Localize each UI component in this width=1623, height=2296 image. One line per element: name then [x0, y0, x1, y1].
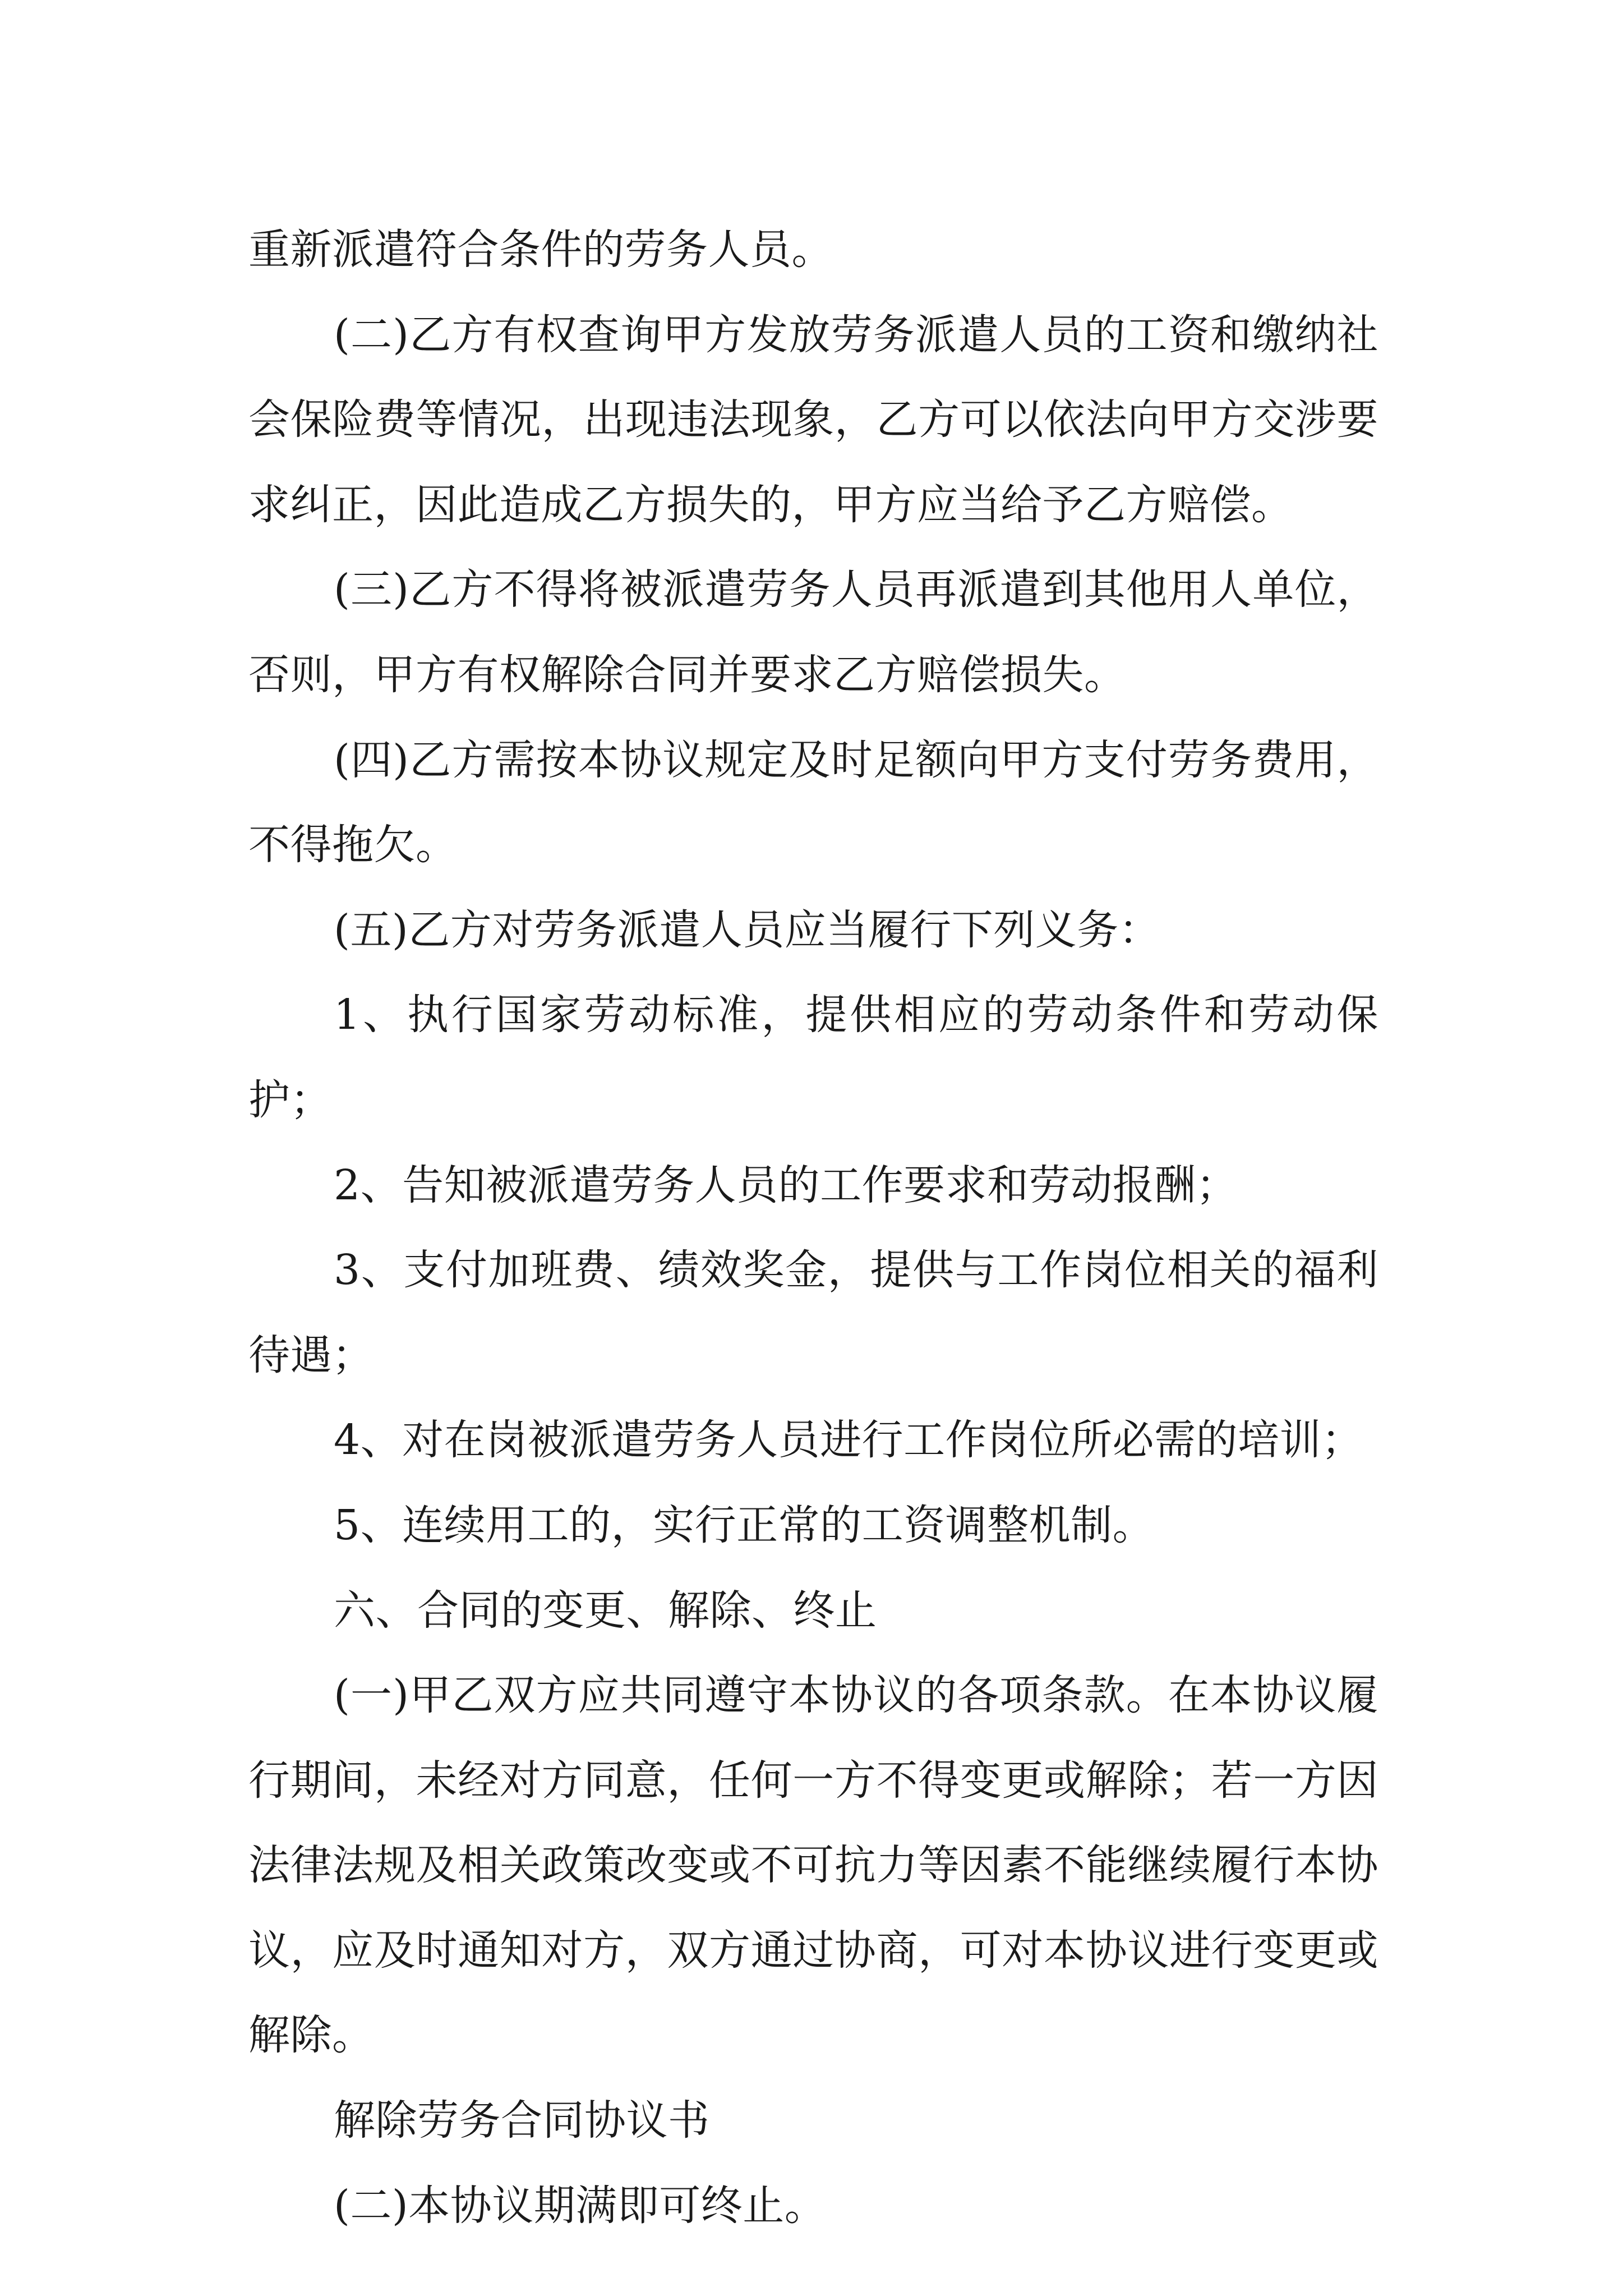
paragraph-clause-2: (二)乙方有权查询甲方发放劳务派遣人员的工资和缴纳社会保险费等情况，出现违法现象，乙方可以依法向甲方交涉要求纠正，因此造成乙方损失的，甲方应当给予乙方赔偿。: [248, 310, 1378, 529]
paragraph-clause-5: (五)乙方对劳务派遣人员应当履行下列义务：: [334, 905, 1161, 954]
list-item-obligation-2: 2、告知被派遣劳务人员的工作要求和劳动报酬；: [334, 1161, 1238, 1209]
section-heading-6: 六、合同的变更、解除、终止: [334, 1586, 877, 1635]
paragraph-continuation: 重新派遣符合条件的劳务人员。: [248, 226, 833, 274]
paragraph-clause-4: (四)乙方需按本协议规定及时足额向甲方支付劳务费用，不得拖欠。: [248, 735, 1378, 869]
paragraph-section6-clause-2: (二)本协议期满即可终止。: [334, 2181, 827, 2230]
document-body: [248, 208, 1378, 2248]
list-item-obligation-4: 4、对在岗被派遣劳务人员进行工作岗位所必需的培训；: [334, 1416, 1363, 1465]
list-item-obligation-1: 1、执行国家劳动标准，提供相应的劳动条件和劳动保护；: [248, 991, 1378, 1124]
list-item-obligation-3: 3、支付加班费、绩效奖金，提供与工作岗位相关的福利待遇；: [248, 1246, 1378, 1379]
list-item-obligation-5: 5、连续用工的，实行正常的工资调整机制。: [334, 1501, 1155, 1549]
paragraph-clause-3: (三)乙方不得将被派遣劳务人员再派遣到其他用人单位，否则，甲方有权解除合同并要求乙方赔偿损失。: [248, 565, 1378, 699]
paragraph-section6-clause-1: (一)甲乙双方应共同遵守本协议的各项条款。在本协议履行期间，未经对方同意，任何一方不得变更或解除；若一方因法律法规及相关政策改变或不可抗力等因素不能继续履行本协议，应及时通知对方，双方通过协商，可对本协议进行变更或解除。: [248, 1671, 1378, 2060]
inserted-title-line: 解除劳务合同协议书: [334, 2096, 710, 2145]
